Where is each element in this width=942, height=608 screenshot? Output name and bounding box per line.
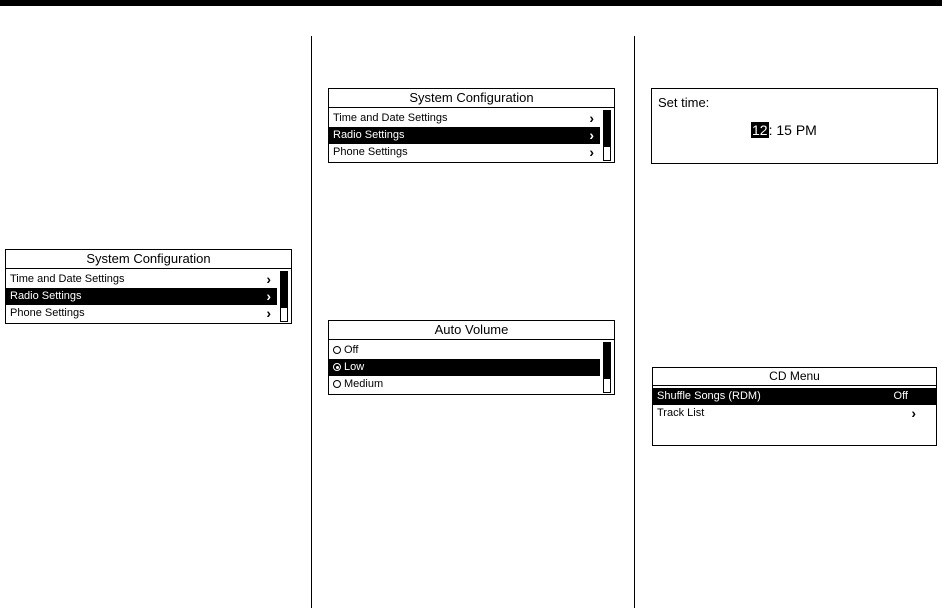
column-divider-1 bbox=[311, 36, 312, 608]
scrollbar[interactable] bbox=[280, 271, 288, 322]
radio-icon bbox=[333, 346, 341, 354]
menu-item-shuffle[interactable] bbox=[653, 388, 936, 405]
menu-item-label: Track List bbox=[657, 407, 705, 419]
chevron-right-icon: › bbox=[911, 405, 916, 421]
menu-item-label: Radio Settings bbox=[10, 290, 82, 302]
chevron-right-icon: › bbox=[589, 144, 594, 160]
menu-item-label: Time and Date Settings bbox=[333, 112, 448, 124]
menu-item-phone[interactable] bbox=[329, 144, 600, 161]
option-label: Medium bbox=[344, 378, 384, 390]
option-off[interactable] bbox=[329, 342, 600, 359]
scrollbar[interactable] bbox=[603, 110, 611, 161]
panel-title: System Configuration bbox=[6, 250, 291, 269]
cd-menu-panel bbox=[652, 367, 937, 446]
option-label: Off bbox=[344, 344, 359, 356]
menu-item-radio[interactable] bbox=[6, 288, 277, 305]
chevron-right-icon: › bbox=[589, 127, 594, 143]
menu-item-phone[interactable] bbox=[6, 305, 277, 322]
chevron-right-icon: › bbox=[266, 271, 271, 287]
set-time-panel bbox=[651, 88, 938, 164]
radio-icon bbox=[333, 380, 341, 388]
menu-item-label: Phone Settings bbox=[10, 307, 85, 319]
menu-item-time-date[interactable] bbox=[329, 110, 600, 127]
menu-item-label: Shuffle Songs (RDM) bbox=[657, 390, 761, 402]
time-display bbox=[751, 121, 817, 139]
menu-item-time-date[interactable] bbox=[6, 271, 277, 288]
top-rule bbox=[0, 0, 942, 6]
system-config-panel-2 bbox=[328, 88, 615, 163]
scrollbar-thumb[interactable] bbox=[280, 271, 288, 308]
hour-field[interactable]: 12 bbox=[752, 122, 768, 138]
scrollbar-thumb[interactable] bbox=[603, 110, 611, 147]
menu-item-label: Time and Date Settings bbox=[10, 273, 125, 285]
menu-item-value: Off bbox=[893, 390, 908, 402]
chevron-right-icon: › bbox=[266, 288, 271, 304]
column-divider-2 bbox=[634, 36, 635, 608]
panel-title: CD Menu bbox=[653, 368, 936, 386]
menu-item-label: Phone Settings bbox=[333, 146, 408, 158]
menu-item-label: Radio Settings bbox=[333, 129, 405, 141]
time-remainder: : 15 PM bbox=[768, 122, 817, 138]
option-medium[interactable] bbox=[329, 376, 600, 393]
set-time-label: Set time: bbox=[658, 95, 710, 110]
scrollbar[interactable] bbox=[603, 342, 611, 393]
scrollbar-thumb[interactable] bbox=[603, 342, 611, 379]
chevron-right-icon: › bbox=[266, 305, 271, 321]
option-label: Low bbox=[344, 361, 365, 373]
panel-title: Auto Volume bbox=[329, 321, 614, 340]
menu-item-track-list[interactable] bbox=[653, 405, 936, 422]
radio-selected-icon bbox=[333, 363, 341, 371]
chevron-right-icon: › bbox=[589, 110, 594, 126]
panel-title: System Configuration bbox=[329, 89, 614, 108]
option-low[interactable] bbox=[329, 359, 600, 376]
system-config-panel-1 bbox=[5, 249, 292, 324]
auto-volume-panel bbox=[328, 320, 615, 395]
menu-item-radio[interactable] bbox=[329, 127, 600, 144]
